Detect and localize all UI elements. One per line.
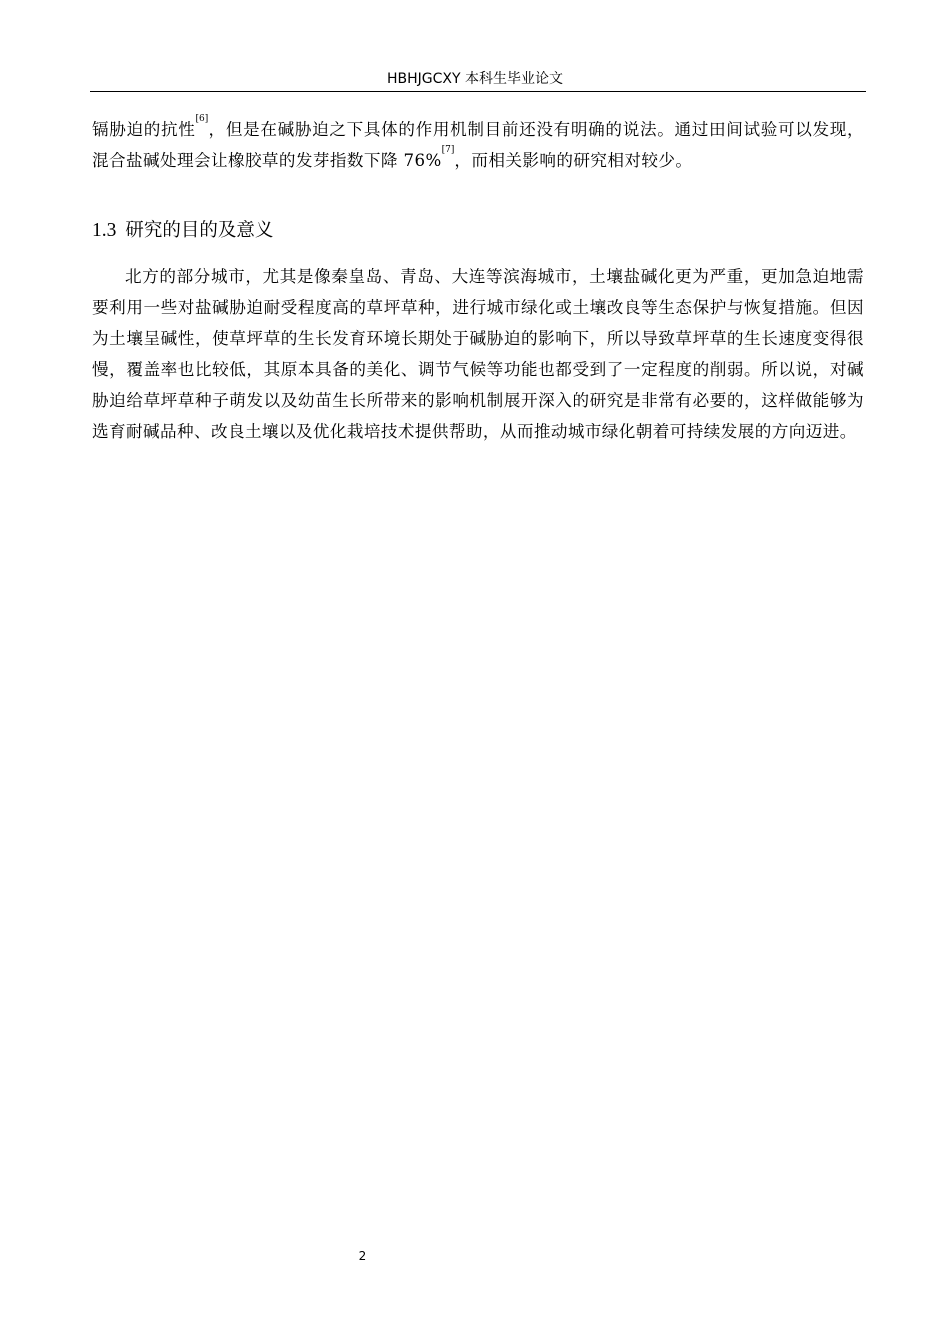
body-paragraph-1	[92, 114, 864, 176]
paragraph-1-text-c: ，而相关影响的研究相对较少。	[454, 151, 693, 170]
header-rule	[90, 91, 866, 92]
paragraph-1-text-b: ，但是在碱胁迫之下具体的作用机制目前还没有明确的说法。通过田间试验可以发现，混合盐碱处理会让橡胶草的发芽指数下降 76%	[92, 120, 865, 170]
body-paragraph-2: 北方的部分城市，尤其是像秦皇岛、青岛、大连等滨海城市，土壤盐碱化更为严重，更加急迫地需要利用一些对盐碱胁迫耐受程度高的草坪草种，进行城市绿化或土壤改良等生态保护与恢复措施。但因为土壤呈碱性，使草坪草的生长发育环境长期处于碱胁迫的影响下，所以导致草坪草的生长速度变得很慢，覆盖率也比较低，其原本具备的美化、调节气候等功能也都受到了一定程度的削弱。所以说，对碱胁迫给草坪草种子萌发以及幼苗生长所带来的影响机制展开深入的研究是非常有必要的，这样做能够为选育耐碱品种、改良土壤以及优化栽培技术提供帮助，从而推动城市绿化朝着可持续发展的方向迈进。	[92, 267, 864, 441]
section-title: 研究的目的及意义	[125, 220, 274, 241]
citation-ref-7: [7]	[441, 145, 455, 155]
section-number: 1.3	[92, 220, 117, 241]
page-number: 2	[358, 1249, 367, 1263]
running-header: HBHJGCXY 本科生毕业论文	[386, 71, 563, 87]
paragraph-1-text-a: 镉胁迫的抗性	[92, 120, 196, 139]
citation-ref-6: [6]	[195, 114, 209, 124]
section-heading	[92, 216, 273, 246]
